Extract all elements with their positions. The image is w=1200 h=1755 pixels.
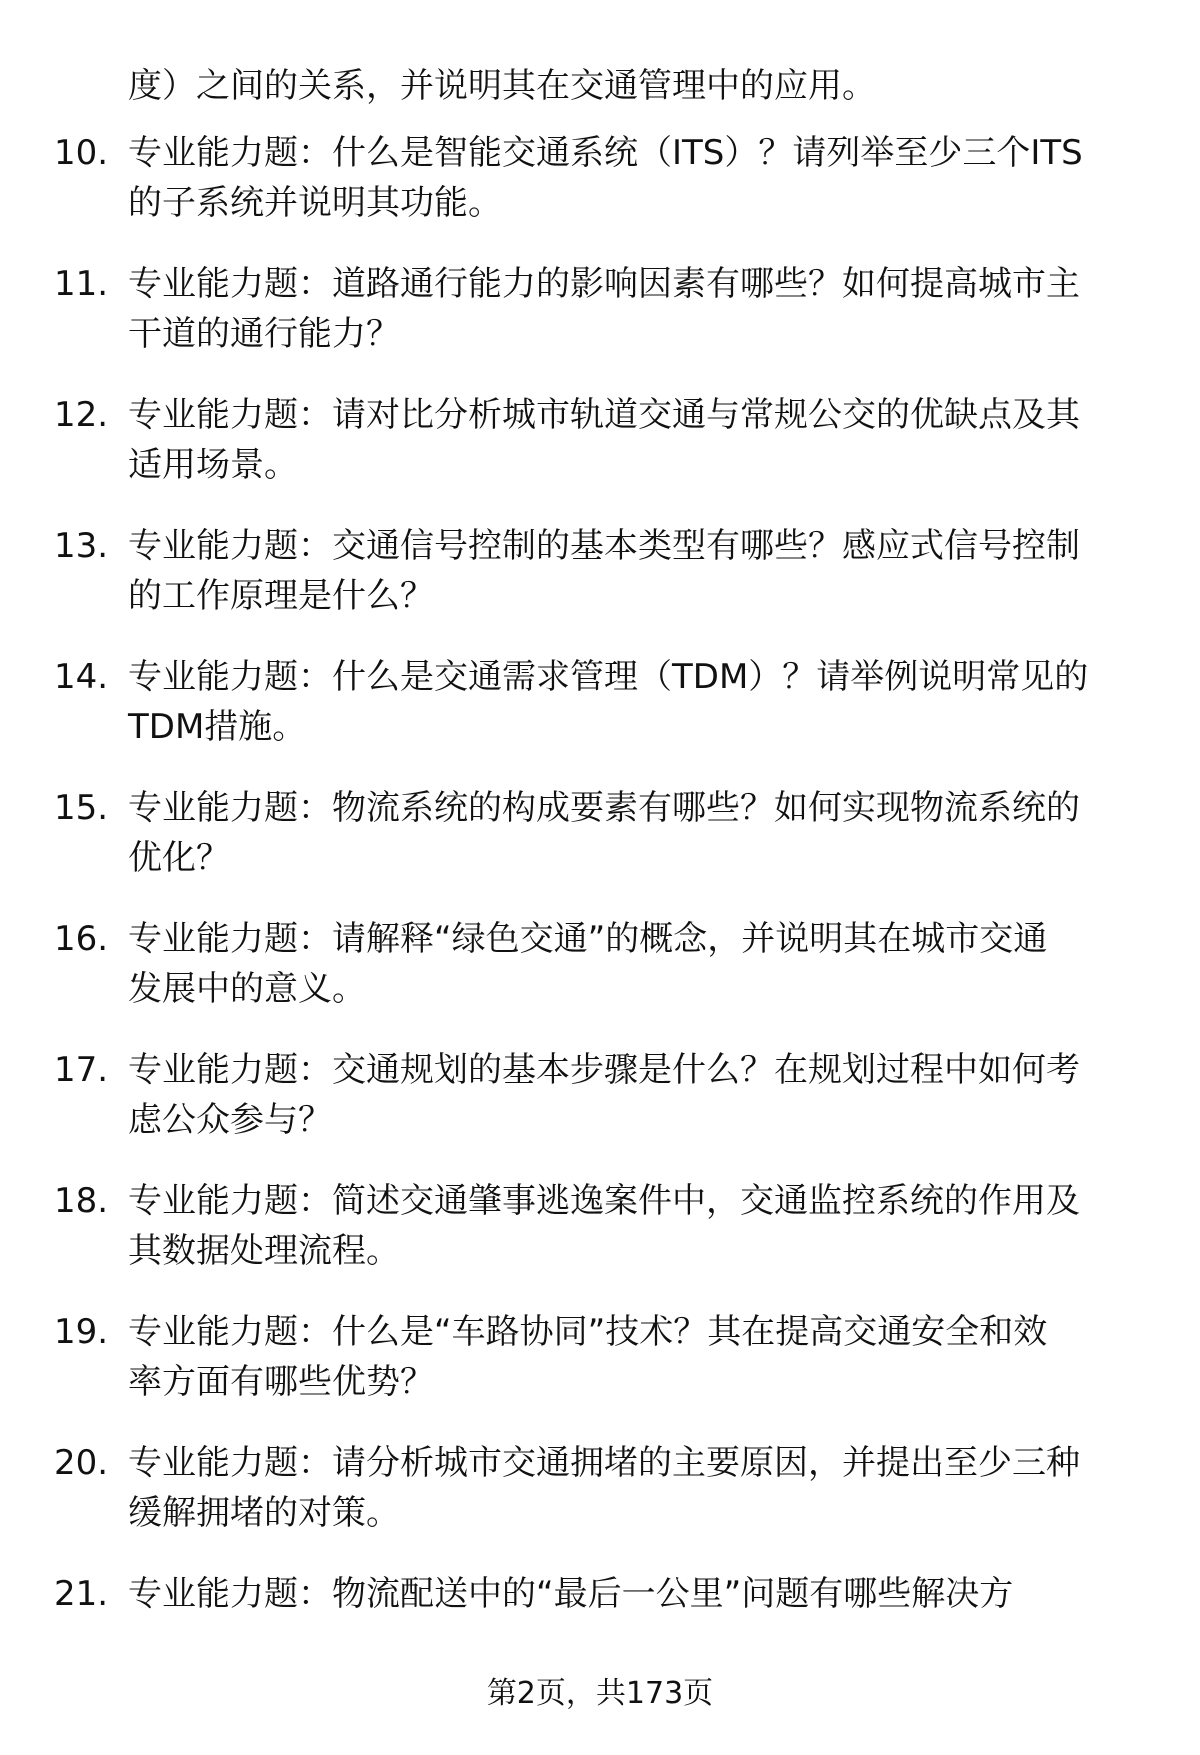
item-number: 17. [54,1050,109,1090]
item-text-line: 专业能力题：交通信号控制的基本类型有哪些？感应式信号控制 [128,526,1080,566]
item-text-line: TDM措施。 [128,707,307,747]
list-item [0,652,1200,783]
item-number: 20. [54,1443,109,1483]
list-item [0,1307,1200,1438]
list-item [0,259,1200,390]
list-item [0,914,1200,1045]
item-number: 14. [54,657,109,697]
continuation-text: 度）之间的关系，并说明其在交通管理中的应用。 [128,66,876,106]
item-text-line: 专业能力题：请解释“绿色交通”的概念，并说明其在城市交通 [128,919,1048,959]
item-text-line: 专业能力题：什么是“车路协同”技术？其在提高交通安全和效 [128,1312,1048,1352]
list-item [0,1176,1200,1307]
item-text-line: 适用场景。 [128,445,298,485]
item-number: 18. [54,1181,109,1221]
item-text-line: 其数据处理流程。 [128,1231,400,1271]
item-text-line: 专业能力题：什么是智能交通系统（ITS）？请列举至少三个ITS [128,133,1083,173]
item-text-line: 专业能力题：物流配送中的“最后一公里”问题有哪些解决方 [128,1574,1014,1614]
item-text-line: 专业能力题：物流系统的构成要素有哪些？如何实现物流系统的 [128,788,1080,828]
item-text [128,1307,1148,1407]
item-text-line: 专业能力题：请分析城市交通拥堵的主要原因，并提出至少三种 [128,1443,1080,1483]
list-item [0,1438,1200,1569]
page-footer: 第2页，共173页 [486,1676,714,1711]
item-text [128,1176,1148,1276]
item-text-line: 专业能力题：什么是交通需求管理（TDM）？请举例说明常见的 [128,657,1089,697]
list-item [0,521,1200,652]
item-text-line: 虑公众参与？ [128,1100,332,1140]
item-text [128,390,1148,490]
item-text [128,1045,1148,1145]
item-text-line: 专业能力题：简述交通肇事逃逸案件中，交通监控系统的作用及 [128,1181,1080,1221]
item-text [128,128,1148,228]
item-number: 19. [54,1312,109,1352]
item-number: 16. [54,919,109,959]
item-text [128,914,1148,1014]
item-number: 15. [54,788,109,828]
list-item [0,390,1200,521]
item-text [128,1438,1148,1538]
item-text [128,652,1148,752]
item-text-line: 的工作原理是什么？ [128,576,434,616]
item-text [128,259,1148,359]
item-text-line: 专业能力题：请对比分析城市轨道交通与常规公交的优缺点及其 [128,395,1080,435]
item-number: 10. [54,133,109,173]
item-text [128,1569,1148,1619]
item-text-line: 率方面有哪些优势？ [128,1362,434,1402]
list-item [0,128,1200,259]
list-item [0,783,1200,914]
item-text-line: 干道的通行能力？ [128,314,400,354]
item-text [128,521,1148,621]
question-list [0,128,1200,1700]
item-number: 21. [54,1574,109,1614]
item-text-line: 专业能力题：交通规划的基本步骤是什么？在规划过程中如何考 [128,1050,1080,1090]
item-text-line: 优化？ [128,838,230,878]
item-text-line: 发展中的意义。 [128,969,366,1009]
item-text-line: 缓解拥堵的对策。 [128,1493,400,1533]
item-number: 13. [54,526,109,566]
item-text-line: 专业能力题：道路通行能力的影响因素有哪些？如何提高城市主 [128,264,1080,304]
list-item [0,1045,1200,1176]
item-text [128,783,1148,883]
item-number: 12. [54,395,109,435]
item-number: 11. [54,264,109,304]
item-text-line: 的子系统并说明其功能。 [128,183,502,223]
